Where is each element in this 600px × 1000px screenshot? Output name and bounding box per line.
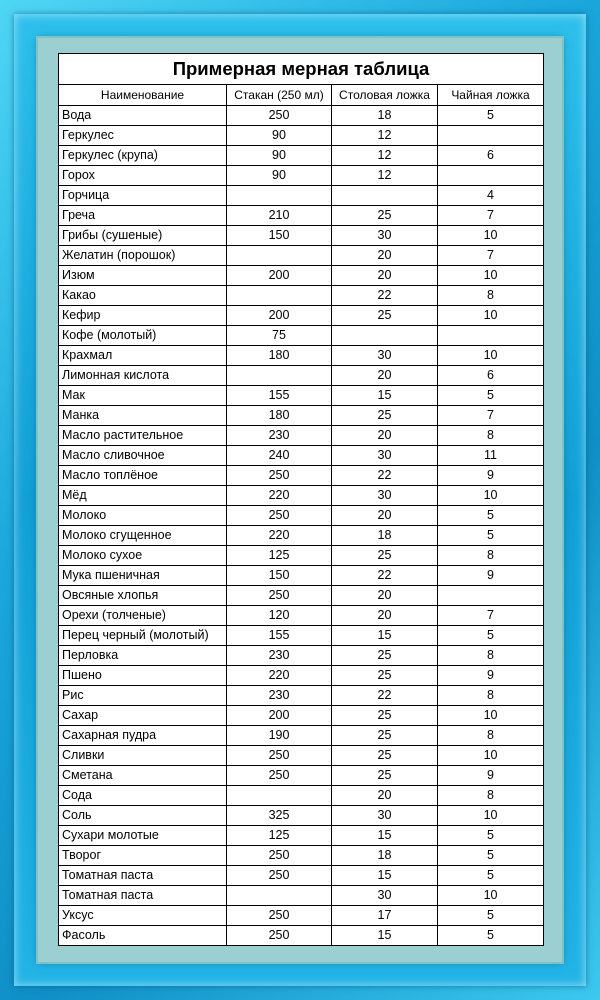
- cell-teaspoon: 5: [438, 626, 544, 646]
- cell-tablespoon: 20: [332, 366, 438, 386]
- cell-tablespoon: 15: [332, 926, 438, 946]
- cell-name: Фасоль: [59, 926, 227, 946]
- cell-name: Крахмал: [59, 346, 227, 366]
- table-row: [59, 706, 544, 726]
- cell-teaspoon: 10: [438, 806, 544, 826]
- cell-teaspoon: 7: [438, 406, 544, 426]
- cell-teaspoon: 8: [438, 786, 544, 806]
- cell-tablespoon: 30: [332, 886, 438, 906]
- table-row: [59, 926, 544, 946]
- cell-tablespoon: [332, 326, 438, 346]
- cell-tablespoon: 30: [332, 806, 438, 826]
- table-row: [59, 406, 544, 426]
- cell-name: Кефир: [59, 306, 227, 326]
- cell-glass: 125: [227, 826, 332, 846]
- cell-teaspoon: 5: [438, 846, 544, 866]
- cell-teaspoon: 8: [438, 546, 544, 566]
- cell-glass: 200: [227, 706, 332, 726]
- cell-teaspoon: 10: [438, 306, 544, 326]
- header-tablespoon: Столовая ложка: [332, 85, 438, 106]
- cell-name: Мука пшеничная: [59, 566, 227, 586]
- cell-glass: 190: [227, 726, 332, 746]
- cell-teaspoon: 8: [438, 646, 544, 666]
- table-row: [59, 526, 544, 546]
- table-row: [59, 326, 544, 346]
- cell-glass: 250: [227, 906, 332, 926]
- cell-name: Перец черный (молотый): [59, 626, 227, 646]
- cell-glass: 220: [227, 526, 332, 546]
- table-row: [59, 686, 544, 706]
- cell-tablespoon: 25: [332, 746, 438, 766]
- cell-name: Желатин (порошок): [59, 246, 227, 266]
- header-glass: Стакан (250 мл): [227, 85, 332, 106]
- cell-name: Соль: [59, 806, 227, 826]
- cell-glass: 250: [227, 506, 332, 526]
- table-row: [59, 786, 544, 806]
- cell-tablespoon: 17: [332, 906, 438, 926]
- cell-tablespoon: 20: [332, 426, 438, 446]
- cell-name: Молоко сухое: [59, 546, 227, 566]
- cell-tablespoon: 15: [332, 626, 438, 646]
- cell-teaspoon: 9: [438, 566, 544, 586]
- cell-teaspoon: 10: [438, 486, 544, 506]
- cell-glass: 180: [227, 406, 332, 426]
- cell-tablespoon: 22: [332, 466, 438, 486]
- cell-tablespoon: 25: [332, 706, 438, 726]
- cell-glass: 150: [227, 566, 332, 586]
- cell-teaspoon: 9: [438, 666, 544, 686]
- cell-tablespoon: 25: [332, 646, 438, 666]
- cell-teaspoon: 10: [438, 226, 544, 246]
- cell-tablespoon: 20: [332, 606, 438, 626]
- table-row: [59, 886, 544, 906]
- cell-glass: 200: [227, 266, 332, 286]
- table-row: [59, 486, 544, 506]
- cell-teaspoon: 11: [438, 446, 544, 466]
- cell-name: Мёд: [59, 486, 227, 506]
- cell-teaspoon: 10: [438, 706, 544, 726]
- cell-teaspoon: 7: [438, 206, 544, 226]
- cell-tablespoon: 12: [332, 166, 438, 186]
- cell-name: Изюм: [59, 266, 227, 286]
- cell-glass: 125: [227, 546, 332, 566]
- cell-name: Масло сливочное: [59, 446, 227, 466]
- cell-teaspoon: [438, 166, 544, 186]
- cell-teaspoon: 10: [438, 886, 544, 906]
- table-row: [59, 766, 544, 786]
- cell-glass: 250: [227, 926, 332, 946]
- cell-name: Сухари молотые: [59, 826, 227, 846]
- table-row: [59, 586, 544, 606]
- table-row: [59, 346, 544, 366]
- cell-teaspoon: 6: [438, 146, 544, 166]
- cell-tablespoon: 30: [332, 226, 438, 246]
- cell-name: Сливки: [59, 746, 227, 766]
- cell-glass: 180: [227, 346, 332, 366]
- cell-name: Вода: [59, 106, 227, 126]
- cell-tablespoon: 15: [332, 866, 438, 886]
- cell-name: Пшено: [59, 666, 227, 686]
- table-row: [59, 626, 544, 646]
- cell-name: Лимонная кислота: [59, 366, 227, 386]
- cell-glass: 325: [227, 806, 332, 826]
- cell-tablespoon: 18: [332, 526, 438, 546]
- cell-name: Какао: [59, 286, 227, 306]
- cell-tablespoon: 12: [332, 126, 438, 146]
- cell-name: Манка: [59, 406, 227, 426]
- cell-glass: 250: [227, 766, 332, 786]
- cell-glass: [227, 186, 332, 206]
- cell-tablespoon: 30: [332, 486, 438, 506]
- table-title: Примерная мерная таблица: [59, 54, 544, 85]
- cell-tablespoon: 25: [332, 766, 438, 786]
- cell-tablespoon: 25: [332, 206, 438, 226]
- cell-teaspoon: 5: [438, 526, 544, 546]
- cell-name: Геркулес: [59, 126, 227, 146]
- cell-teaspoon: 4: [438, 186, 544, 206]
- cell-teaspoon: 8: [438, 726, 544, 746]
- cell-glass: 90: [227, 166, 332, 186]
- cell-name: Молоко сгущенное: [59, 526, 227, 546]
- cell-tablespoon: 22: [332, 566, 438, 586]
- cell-tablespoon: 20: [332, 506, 438, 526]
- cell-glass: 250: [227, 746, 332, 766]
- cell-teaspoon: 5: [438, 506, 544, 526]
- cell-tablespoon: 12: [332, 146, 438, 166]
- table-row: [59, 366, 544, 386]
- cell-teaspoon: 7: [438, 606, 544, 626]
- cell-tablespoon: 15: [332, 386, 438, 406]
- cell-glass: 240: [227, 446, 332, 466]
- table-row: [59, 426, 544, 446]
- table-row: [59, 246, 544, 266]
- cell-teaspoon: 6: [438, 366, 544, 386]
- cell-teaspoon: 5: [438, 906, 544, 926]
- table-row: [59, 646, 544, 666]
- cell-name: Орехи (толченые): [59, 606, 227, 626]
- cell-tablespoon: 18: [332, 846, 438, 866]
- cell-name: Масло растительное: [59, 426, 227, 446]
- cell-name: Уксус: [59, 906, 227, 926]
- cell-glass: 230: [227, 646, 332, 666]
- table-row: [59, 386, 544, 406]
- cell-teaspoon: 5: [438, 926, 544, 946]
- table-row: [59, 466, 544, 486]
- cell-glass: 200: [227, 306, 332, 326]
- table-row: [59, 806, 544, 826]
- cell-name: Томатная паста: [59, 886, 227, 906]
- cell-glass: 210: [227, 206, 332, 226]
- cell-name: Томатная паста: [59, 866, 227, 886]
- cell-name: Сода: [59, 786, 227, 806]
- cell-teaspoon: 5: [438, 386, 544, 406]
- header-name: Наименование: [59, 85, 227, 106]
- cell-name: Сметана: [59, 766, 227, 786]
- cell-glass: [227, 246, 332, 266]
- cell-glass: 220: [227, 486, 332, 506]
- table-row: [59, 866, 544, 886]
- cell-tablespoon: 22: [332, 286, 438, 306]
- table-row: [59, 606, 544, 626]
- measure-table: [58, 53, 544, 946]
- cell-teaspoon: [438, 586, 544, 606]
- table-row: [59, 226, 544, 246]
- cell-tablespoon: 20: [332, 786, 438, 806]
- cell-teaspoon: 9: [438, 766, 544, 786]
- cell-tablespoon: 20: [332, 266, 438, 286]
- cell-glass: 250: [227, 586, 332, 606]
- cell-teaspoon: 8: [438, 686, 544, 706]
- cell-teaspoon: 9: [438, 466, 544, 486]
- cell-glass: 150: [227, 226, 332, 246]
- cell-glass: 75: [227, 326, 332, 346]
- table-body: [59, 106, 544, 946]
- cell-tablespoon: 15: [332, 826, 438, 846]
- cell-teaspoon: 7: [438, 246, 544, 266]
- table-row: [59, 746, 544, 766]
- cell-glass: [227, 286, 332, 306]
- cell-teaspoon: 10: [438, 746, 544, 766]
- cell-name: Кофе (молотый): [59, 326, 227, 346]
- cell-name: Сахарная пудра: [59, 726, 227, 746]
- cell-teaspoon: 10: [438, 346, 544, 366]
- cell-glass: [227, 886, 332, 906]
- cell-teaspoon: 5: [438, 106, 544, 126]
- cell-name: Перловка: [59, 646, 227, 666]
- cell-glass: 155: [227, 626, 332, 646]
- cell-glass: 220: [227, 666, 332, 686]
- cell-name: Мак: [59, 386, 227, 406]
- cell-name: Сахар: [59, 706, 227, 726]
- cell-glass: 155: [227, 386, 332, 406]
- cell-name: Горох: [59, 166, 227, 186]
- table-row: [59, 106, 544, 126]
- cell-glass: 250: [227, 466, 332, 486]
- table-row: [59, 146, 544, 166]
- table-row: [59, 826, 544, 846]
- cell-tablespoon: [332, 186, 438, 206]
- table-row: [59, 506, 544, 526]
- table-row: [59, 906, 544, 926]
- cell-tablespoon: 20: [332, 246, 438, 266]
- cell-teaspoon: [438, 126, 544, 146]
- table-row: [59, 186, 544, 206]
- table-row: [59, 666, 544, 686]
- cell-name: Грибы (сушеные): [59, 226, 227, 246]
- cell-name: Горчица: [59, 186, 227, 206]
- cell-tablespoon: 30: [332, 446, 438, 466]
- cell-teaspoon: [438, 326, 544, 346]
- cell-name: Масло топлёное: [59, 466, 227, 486]
- cell-teaspoon: 5: [438, 826, 544, 846]
- cell-tablespoon: 20: [332, 586, 438, 606]
- cell-tablespoon: 25: [332, 546, 438, 566]
- table-row: [59, 566, 544, 586]
- cell-glass: 250: [227, 846, 332, 866]
- cell-glass: 250: [227, 106, 332, 126]
- table-row: [59, 726, 544, 746]
- cell-glass: [227, 366, 332, 386]
- table-row: [59, 206, 544, 226]
- cell-name: Молоко: [59, 506, 227, 526]
- header-teaspoon: Чайная ложка: [438, 85, 544, 106]
- cell-teaspoon: 8: [438, 426, 544, 446]
- cell-teaspoon: 10: [438, 266, 544, 286]
- cell-glass: 250: [227, 866, 332, 886]
- cell-glass: 90: [227, 146, 332, 166]
- cell-glass: 230: [227, 426, 332, 446]
- cell-tablespoon: 30: [332, 346, 438, 366]
- cell-name: Геркулес (крупа): [59, 146, 227, 166]
- cell-glass: 120: [227, 606, 332, 626]
- cell-tablespoon: 25: [332, 666, 438, 686]
- cell-glass: [227, 786, 332, 806]
- table-row: [59, 546, 544, 566]
- cell-name: Рис: [59, 686, 227, 706]
- table-row: [59, 286, 544, 306]
- cell-name: Творог: [59, 846, 227, 866]
- table-row: [59, 166, 544, 186]
- cell-tablespoon: 25: [332, 306, 438, 326]
- cell-tablespoon: 25: [332, 406, 438, 426]
- cell-tablespoon: 18: [332, 106, 438, 126]
- table-row: [59, 846, 544, 866]
- table-row: [59, 266, 544, 286]
- cell-glass: 90: [227, 126, 332, 146]
- cell-teaspoon: 8: [438, 286, 544, 306]
- cell-name: Греча: [59, 206, 227, 226]
- cell-tablespoon: 22: [332, 686, 438, 706]
- cell-tablespoon: 25: [332, 726, 438, 746]
- table-row: [59, 306, 544, 326]
- cell-name: Овсяные хлопья: [59, 586, 227, 606]
- cell-glass: 230: [227, 686, 332, 706]
- table-row: [59, 126, 544, 146]
- cell-teaspoon: 5: [438, 866, 544, 886]
- table-row: [59, 446, 544, 466]
